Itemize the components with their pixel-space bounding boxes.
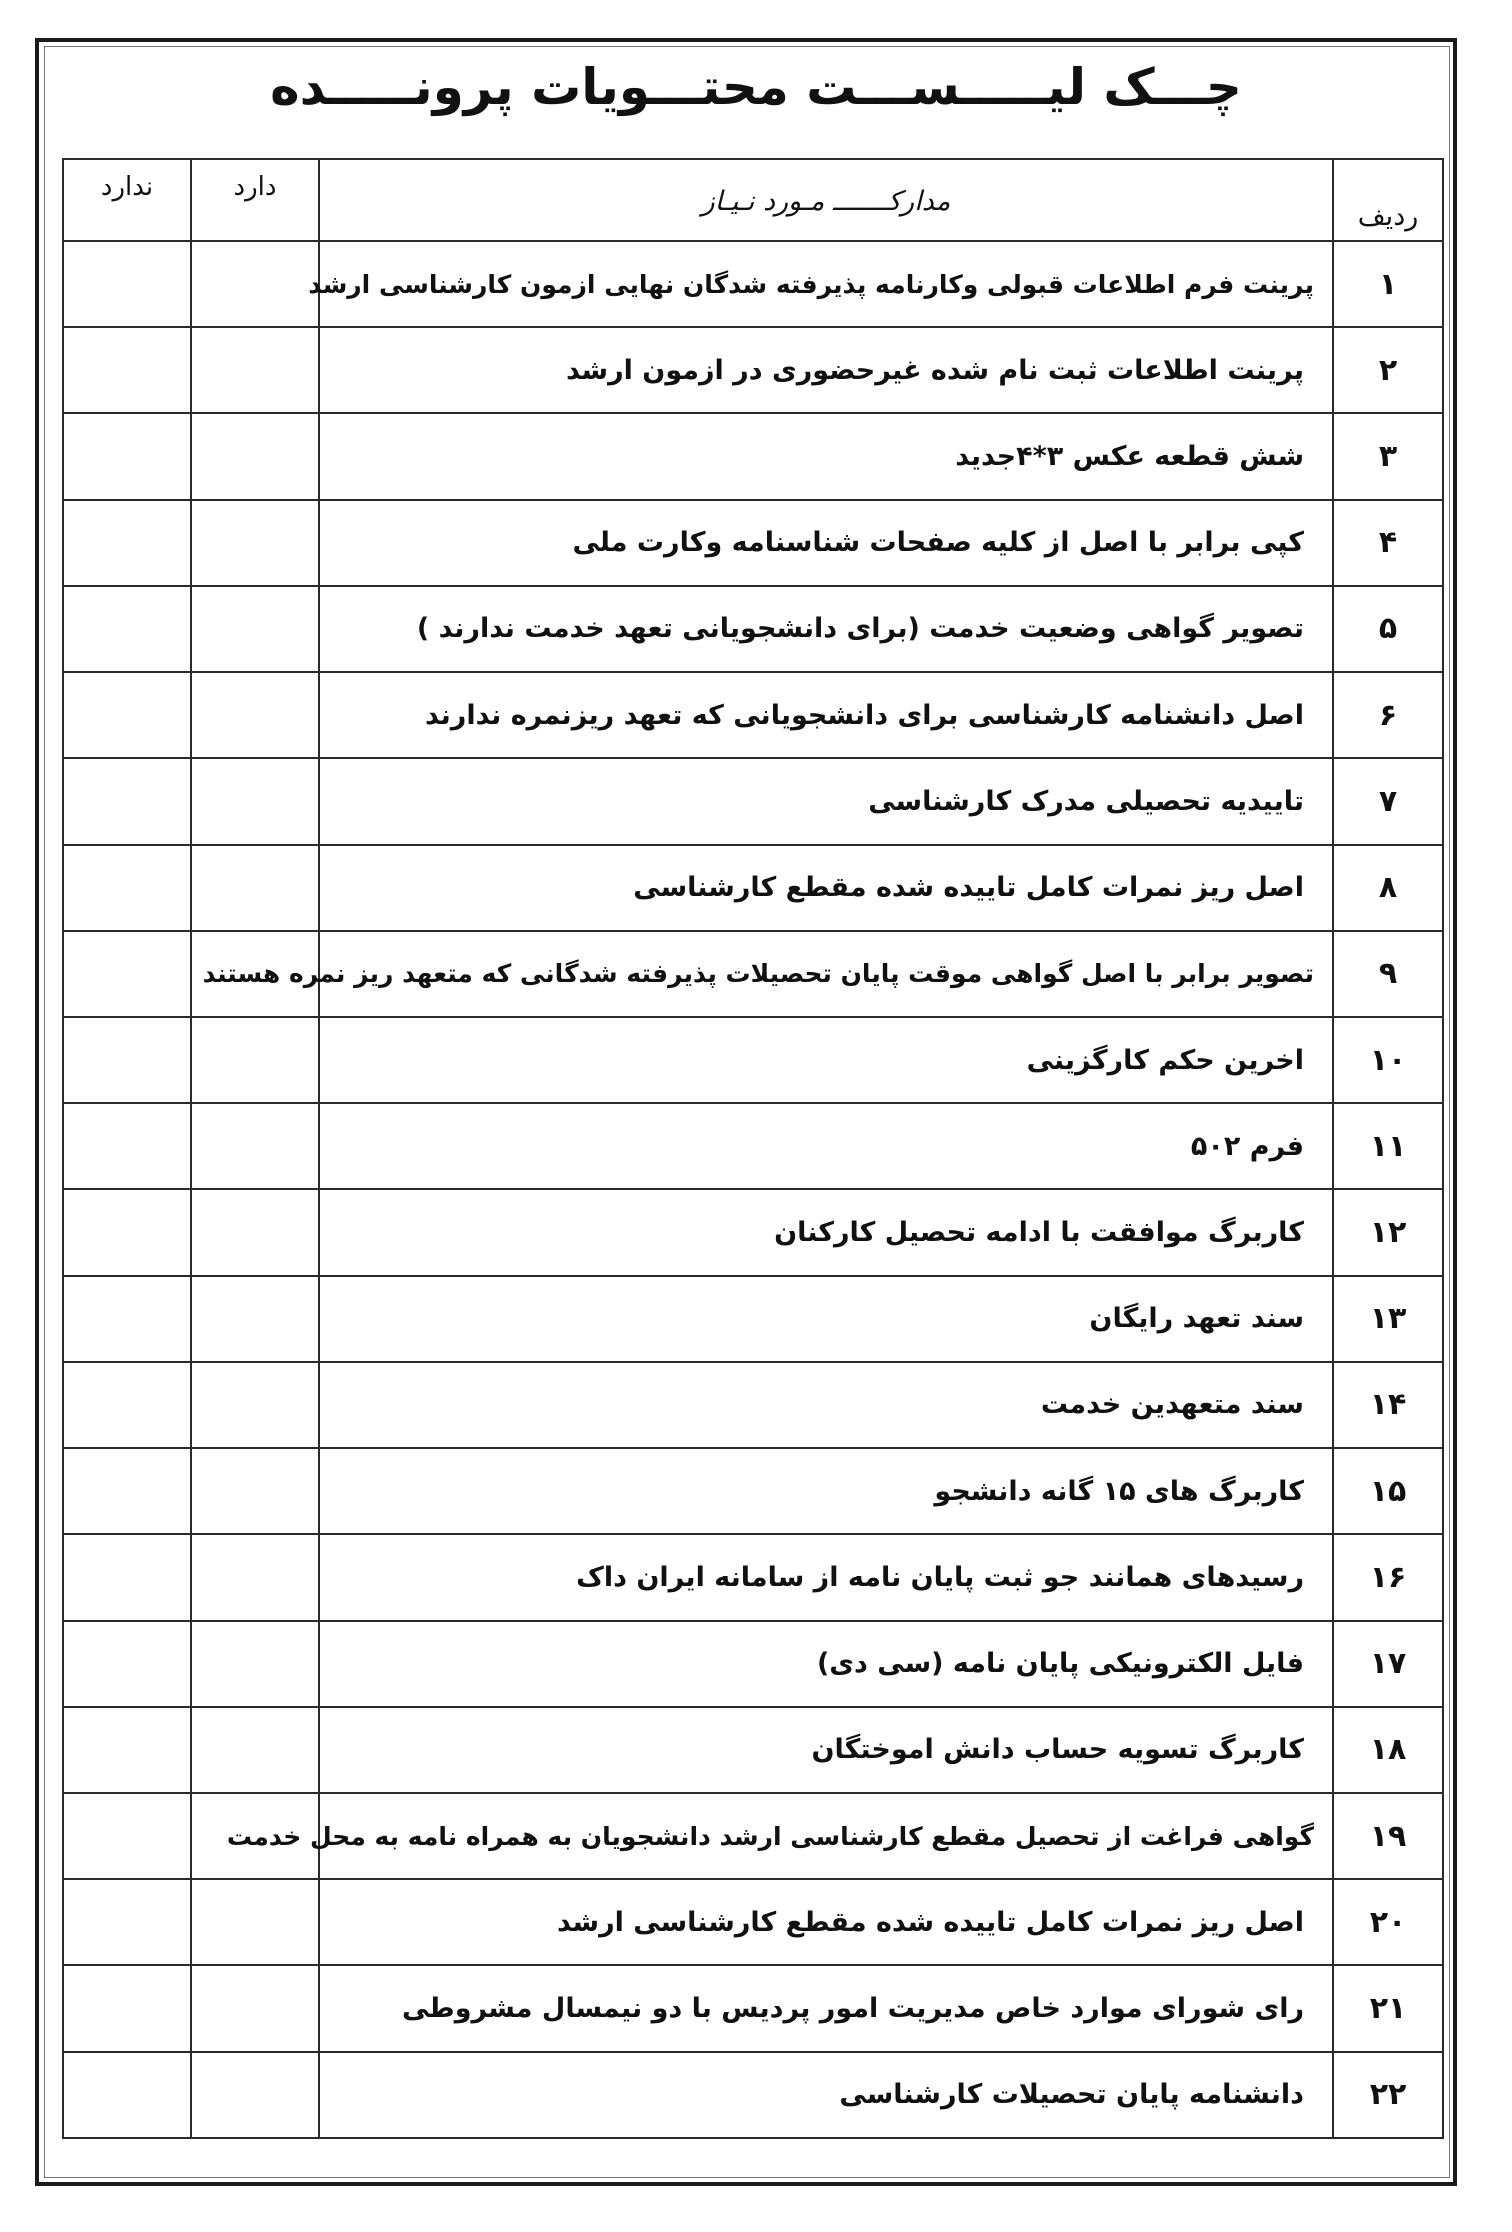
table-row bbox=[63, 1362, 1443, 1448]
document-name: کاربرگ موافقت با ادامه تحصیل کارکنان bbox=[319, 1189, 1333, 1275]
has-not-checkbox-cell[interactable] bbox=[63, 1879, 191, 1965]
table-row bbox=[63, 1965, 1443, 2051]
row-number: ۱۷ bbox=[1333, 1621, 1443, 1707]
has-checkbox-cell[interactable] bbox=[191, 672, 319, 758]
row-number: ۴ bbox=[1333, 500, 1443, 586]
has-not-checkbox-cell[interactable] bbox=[63, 241, 191, 327]
document-name: کاربرگ های ۱۵ گانه دانشجو bbox=[319, 1448, 1333, 1534]
has-not-checkbox-cell[interactable] bbox=[63, 672, 191, 758]
table-row bbox=[63, 1276, 1443, 1362]
has-checkbox-cell[interactable] bbox=[191, 500, 319, 586]
row-number: ۵ bbox=[1333, 586, 1443, 672]
has-checkbox-cell[interactable] bbox=[191, 1189, 319, 1275]
has-checkbox-cell[interactable] bbox=[191, 1276, 319, 1362]
table-row bbox=[63, 758, 1443, 844]
has-checkbox-cell[interactable] bbox=[191, 1448, 319, 1534]
header-row bbox=[63, 159, 1443, 241]
has-checkbox-cell[interactable] bbox=[191, 1534, 319, 1620]
table-row bbox=[63, 500, 1443, 586]
has-not-checkbox-cell[interactable] bbox=[63, 1189, 191, 1275]
row-number: ۹ bbox=[1333, 931, 1443, 1017]
page-title: چـــک لیـــــســـت محتـــویات پرونـــــده bbox=[270, 58, 1242, 116]
header-has-not: ندارد bbox=[63, 159, 191, 241]
table-row bbox=[63, 1621, 1443, 1707]
document-name: فایل الکترونیکی پایان نامه (سی دی) bbox=[319, 1621, 1333, 1707]
row-number: ۲۰ bbox=[1333, 1879, 1443, 1965]
row-number: ۲۲ bbox=[1333, 2052, 1443, 2138]
document-name: اصل ریز نمرات کامل تاییده شده مقطع کارشناسی ارشد bbox=[319, 1879, 1333, 1965]
checklist-table bbox=[62, 158, 1444, 2139]
has-not-checkbox-cell[interactable] bbox=[63, 758, 191, 844]
table-row bbox=[63, 1879, 1443, 1965]
document-name: کپی برابر با اصل از کلیه صفحات شناسنامه وکارت ملی bbox=[319, 500, 1333, 586]
document-name: رسیدهای همانند جو ثبت پایان نامه از سامانه ایران داک bbox=[319, 1534, 1333, 1620]
has-checkbox-cell[interactable] bbox=[191, 327, 319, 413]
document-name: تصویر گواهی وضعیت خدمت (برای دانشجویانی تعهد خدمت ندارند ) bbox=[319, 586, 1333, 672]
table-row bbox=[63, 1017, 1443, 1103]
has-not-checkbox-cell[interactable] bbox=[63, 1103, 191, 1189]
table-row bbox=[63, 845, 1443, 931]
header-number: ردیف bbox=[1333, 159, 1443, 241]
has-not-checkbox-cell[interactable] bbox=[63, 327, 191, 413]
row-number: ۶ bbox=[1333, 672, 1443, 758]
has-checkbox-cell[interactable] bbox=[191, 1362, 319, 1448]
has-checkbox-cell[interactable] bbox=[191, 1017, 319, 1103]
document-name: تصویر برابر با اصل گواهی موقت پایان تحصیلات پذیرفته شدگانی که متعهد ریز نمره هستند bbox=[319, 931, 1333, 1017]
has-checkbox-cell[interactable] bbox=[191, 2052, 319, 2138]
has-not-checkbox-cell[interactable] bbox=[63, 1965, 191, 2051]
header-documents: مدارکـــــــ مـورد نـیـاز bbox=[319, 159, 1333, 241]
document-name: شش قطعه عکس ۳*۴جدید bbox=[319, 413, 1333, 499]
row-number: ۲۱ bbox=[1333, 1965, 1443, 2051]
row-number: ۱۳ bbox=[1333, 1276, 1443, 1362]
table-row bbox=[63, 2052, 1443, 2138]
has-not-checkbox-cell[interactable] bbox=[63, 2052, 191, 2138]
table-row bbox=[63, 672, 1443, 758]
document-name: سند متعهدین خدمت bbox=[319, 1362, 1333, 1448]
row-number: ۱۹ bbox=[1333, 1793, 1443, 1879]
document-name: پرینت اطلاعات ثبت نام شده غیرحضوری در ازمون ارشد bbox=[319, 327, 1333, 413]
document-name: گواهی فراغت از تحصیل مقطع کارشناسی ارشد دانشجویان به همراه نامه به محل خدمت bbox=[319, 1793, 1333, 1879]
has-checkbox-cell[interactable] bbox=[191, 1621, 319, 1707]
document-name: فرم ۵۰۲ bbox=[319, 1103, 1333, 1189]
has-checkbox-cell[interactable] bbox=[191, 1103, 319, 1189]
has-checkbox-cell[interactable] bbox=[191, 758, 319, 844]
row-number: ۱۰ bbox=[1333, 1017, 1443, 1103]
document-name: اصل ریز نمرات کامل تاییده شده مقطع کارشناسی bbox=[319, 845, 1333, 931]
table-row bbox=[63, 413, 1443, 499]
has-checkbox-cell[interactable] bbox=[191, 586, 319, 672]
table-row bbox=[63, 1103, 1443, 1189]
row-number: ۸ bbox=[1333, 845, 1443, 931]
document-name: تاییدیه تحصیلی مدرک کارشناسی bbox=[319, 758, 1333, 844]
has-not-checkbox-cell[interactable] bbox=[63, 1534, 191, 1620]
row-number: ۱۴ bbox=[1333, 1362, 1443, 1448]
row-number: ۱ bbox=[1333, 241, 1443, 327]
has-not-checkbox-cell[interactable] bbox=[63, 586, 191, 672]
has-not-checkbox-cell[interactable] bbox=[63, 1276, 191, 1362]
row-number: ۱۸ bbox=[1333, 1707, 1443, 1793]
has-not-checkbox-cell[interactable] bbox=[63, 931, 191, 1017]
has-not-checkbox-cell[interactable] bbox=[63, 1017, 191, 1103]
row-number: ۲ bbox=[1333, 327, 1443, 413]
table-row bbox=[63, 931, 1443, 1017]
document-name: دانشنامه پایان تحصیلات کارشناسی bbox=[319, 2052, 1333, 2138]
has-checkbox-cell[interactable] bbox=[191, 1965, 319, 2051]
has-checkbox-cell[interactable] bbox=[191, 1707, 319, 1793]
header-has: دارد bbox=[191, 159, 319, 241]
has-checkbox-cell[interactable] bbox=[191, 845, 319, 931]
table-row bbox=[63, 1448, 1443, 1534]
row-number: ۱۱ bbox=[1333, 1103, 1443, 1189]
has-not-checkbox-cell[interactable] bbox=[63, 1793, 191, 1879]
has-not-checkbox-cell[interactable] bbox=[63, 845, 191, 931]
row-number: ۳ bbox=[1333, 413, 1443, 499]
table-row bbox=[63, 241, 1443, 327]
has-not-checkbox-cell[interactable] bbox=[63, 1448, 191, 1534]
has-checkbox-cell[interactable] bbox=[191, 413, 319, 499]
document-name: اصل دانشنامه کارشناسی برای دانشجویانی که تعهد ریزنمره ندارند bbox=[319, 672, 1333, 758]
table-row bbox=[63, 1793, 1443, 1879]
document-name: اخرین حکم کارگزینی bbox=[319, 1017, 1333, 1103]
has-checkbox-cell[interactable] bbox=[191, 241, 319, 327]
document-name: رای شورای موارد خاص مدیریت امور پردیس با دو نیمسال مشروطی bbox=[319, 1965, 1333, 2051]
table-row bbox=[63, 586, 1443, 672]
row-number: ۱۵ bbox=[1333, 1448, 1443, 1534]
document-name: پرینت فرم اطلاعات قبولی وکارنامه پذیرفته شدگان نهایی ازمون کارشناسی ارشد bbox=[319, 241, 1333, 327]
row-number: ۷ bbox=[1333, 758, 1443, 844]
has-checkbox-cell[interactable] bbox=[191, 1879, 319, 1965]
table-row bbox=[63, 327, 1443, 413]
has-not-checkbox-cell[interactable] bbox=[63, 413, 191, 499]
row-number: ۱۲ bbox=[1333, 1189, 1443, 1275]
has-not-checkbox-cell[interactable] bbox=[63, 1707, 191, 1793]
table-row bbox=[63, 1707, 1443, 1793]
has-not-checkbox-cell[interactable] bbox=[63, 1362, 191, 1448]
table-row bbox=[63, 1189, 1443, 1275]
has-not-checkbox-cell[interactable] bbox=[63, 1621, 191, 1707]
row-number: ۱۶ bbox=[1333, 1534, 1443, 1620]
document-name: کاربرگ تسویه حساب دانش اموختگان bbox=[319, 1707, 1333, 1793]
has-not-checkbox-cell[interactable] bbox=[63, 500, 191, 586]
table-row bbox=[63, 1534, 1443, 1620]
document-name: سند تعهد رایگان bbox=[319, 1276, 1333, 1362]
